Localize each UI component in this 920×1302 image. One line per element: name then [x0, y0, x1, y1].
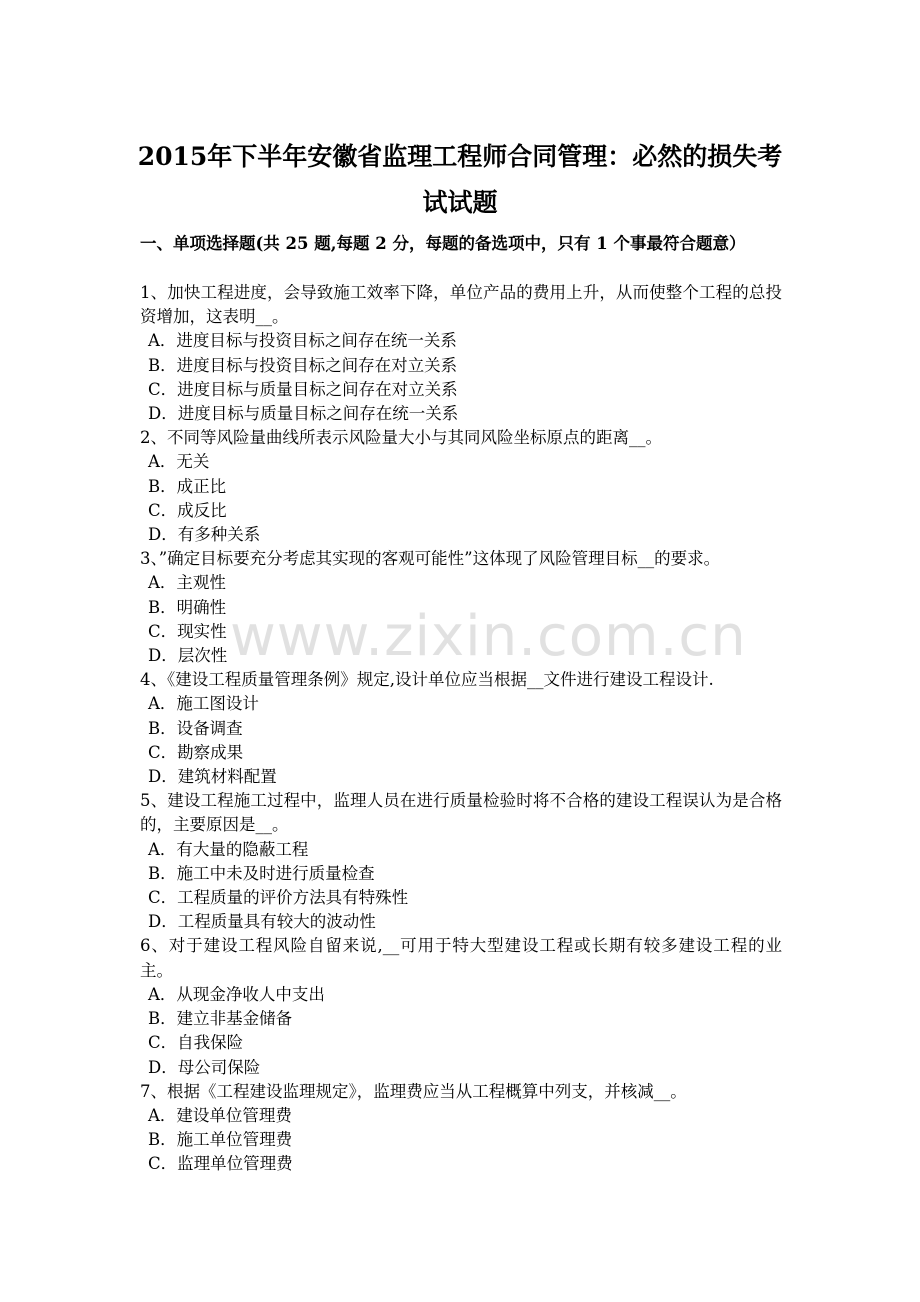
- answer-option: C．现实性: [148, 621, 227, 641]
- answer-option: D．层次性: [148, 646, 228, 666]
- question-text: 5、建设工程施工过程中，监理人员在进行质量检验时将不合格的建设工程误认为是合格的，主要原因是__。: [140, 791, 782, 835]
- question-list: [140, 281, 782, 1177]
- question-text: 3、”确定目标要充分考虑其实现的客观可能性”这体现了风险管理目标__的要求。: [140, 549, 721, 569]
- answer-option: C．勘察成果: [148, 742, 244, 762]
- answer-option: A．施工图设计: [148, 694, 259, 714]
- answer-option: D．进度目标与质量目标之间存在统一关系: [148, 404, 459, 424]
- question-text: 7、根据《工程建设监理规定》，监理费应当从工程概算中列支，并核减__。: [140, 1081, 687, 1101]
- document-title-line-1: 2015年下半年安徽省监理工程师合同管理：必然的损失考: [137, 142, 783, 171]
- section-heading: 一、单项选择题(共 25 题,每题 2 分，每题的备选项中，只有 1 个事最符合题意）: [140, 234, 746, 253]
- question-text: 4、《建设工程质量管理条例》规定,设计单位应当根据__文件进行建设工程设计.: [140, 670, 714, 690]
- answer-option: B．施工中未及时进行质量检查: [148, 863, 375, 883]
- answer-option: B．明确性: [148, 597, 227, 617]
- answer-option: C．工程质量的评价方法具有特殊性: [148, 888, 409, 908]
- document-title-line-2: 试试题: [422, 188, 498, 217]
- answer-option: C．进度目标与质量目标之间存在对立关系: [148, 379, 458, 399]
- answer-option: B．成正比: [148, 476, 227, 496]
- answer-option: A．有大量的隐蔽工程: [148, 839, 309, 859]
- question-text: 2、不同等风险量曲线所表示风险量大小与其同风险坐标原点的距离__。: [140, 428, 662, 448]
- answer-option: A．无关: [148, 452, 210, 472]
- answer-option: D．建筑材料配置: [148, 767, 277, 787]
- answer-option: A．建设单位管理费: [148, 1105, 292, 1125]
- answer-option: B．设备调查: [148, 718, 243, 738]
- answer-option: D．有多种关系: [148, 525, 261, 545]
- answer-option: A．从现金净收人中支出: [148, 984, 325, 1004]
- answer-option: A．进度目标与投资目标之间存在统一关系: [148, 331, 457, 351]
- answer-option: B．进度目标与投资目标之间存在对立关系: [148, 355, 458, 375]
- answer-option: D．母公司保险: [148, 1057, 261, 1077]
- answer-option: D．工程质量具有较大的波动性: [148, 912, 376, 932]
- answer-option: A．主观性: [148, 573, 226, 593]
- answer-option: B．建立非基金储备: [148, 1009, 293, 1029]
- answer-option: C．自我保险: [148, 1033, 244, 1053]
- answer-option: C．成反比: [148, 500, 227, 520]
- answer-option: C．监理单位管理费: [148, 1154, 293, 1174]
- watermark-text: www.zixin.com.cn: [230, 604, 747, 669]
- answer-option: B．施工单位管理费: [148, 1130, 293, 1150]
- question-text: 6、对于建设工程风险自留来说,__可用于特大型建设工程或长期有较多建设工程的业主。: [140, 936, 782, 980]
- question-text: 1、加快工程进度，会导致施工效率下降，单位产品的费用上升，从而使整个工程的总投资增加，这表明__。: [140, 283, 782, 327]
